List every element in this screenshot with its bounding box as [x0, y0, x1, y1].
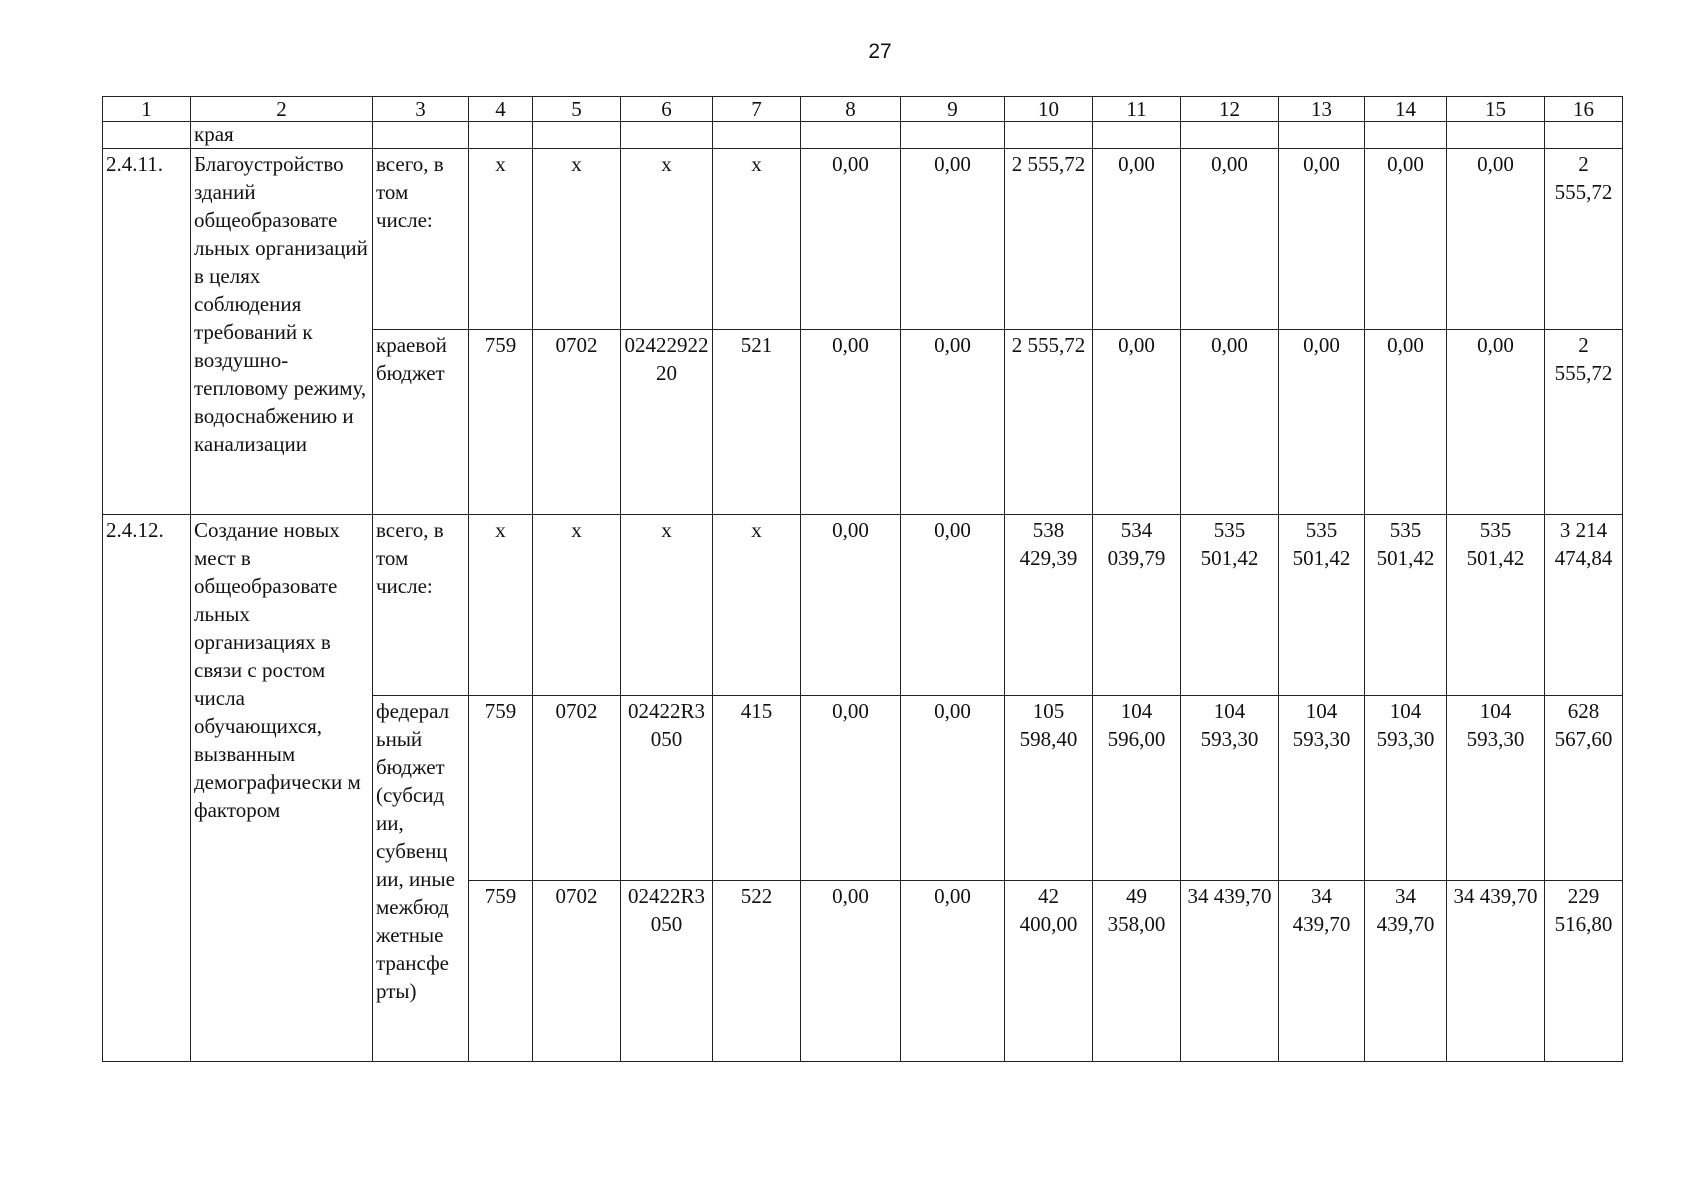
table-cell [1447, 122, 1545, 149]
column-number: 3 [373, 97, 469, 122]
column-number: 16 [1545, 97, 1623, 122]
cell-c6: 02422R3050 [621, 881, 713, 1062]
table-cell [373, 122, 469, 149]
item-name: Создание новых мест в общеобразовате льных организациях в связи с ростом числа обучающихся, вызванным демографически м фактором [191, 515, 373, 1062]
funding-source: всего, в том числе: [373, 149, 469, 330]
cell-c8: 0,00 [801, 149, 901, 330]
cell-c15: 0,00 [1447, 330, 1545, 515]
table-cell [1545, 122, 1623, 149]
cell-c7: х [713, 149, 801, 330]
table-cell [1279, 122, 1365, 149]
cell-c14: 535 501,42 [1365, 515, 1447, 696]
cell-c16: 628 567,60 [1545, 696, 1623, 881]
cell-c15: 0,00 [1447, 149, 1545, 330]
column-number: 5 [533, 97, 621, 122]
cell-c4: 759 [469, 330, 533, 515]
funding-source: всего, в том числе: [373, 515, 469, 696]
cell-c9: 0,00 [901, 330, 1005, 515]
column-number: 8 [801, 97, 901, 122]
cell-c12: 104 593,30 [1181, 696, 1279, 881]
table-cell [533, 122, 621, 149]
cell-c10: 105 598,40 [1005, 696, 1093, 881]
cell-c4: х [469, 515, 533, 696]
page-number: 27 [868, 40, 892, 63]
cell-c11: 0,00 [1093, 330, 1181, 515]
cell-c11: 534 039,79 [1093, 515, 1181, 696]
cell-c10: 42 400,00 [1005, 881, 1093, 1062]
budget-table [102, 96, 1623, 1062]
cell-c12: 0,00 [1181, 149, 1279, 330]
cell-c4: 759 [469, 881, 533, 1062]
continuation-text: края [191, 122, 373, 149]
cell-c10: 2 555,72 [1005, 330, 1093, 515]
table-cell [1365, 122, 1447, 149]
column-number: 11 [1093, 97, 1181, 122]
table-cell [901, 122, 1005, 149]
cell-c5: 0702 [533, 881, 621, 1062]
item-code: 2.4.12. [103, 515, 191, 1062]
cell-c6: 0242292220 [621, 330, 713, 515]
cell-c16: 229 516,80 [1545, 881, 1623, 1062]
cell-c12: 0,00 [1181, 330, 1279, 515]
column-number: 13 [1279, 97, 1365, 122]
cell-c7: 522 [713, 881, 801, 1062]
cell-c14: 0,00 [1365, 330, 1447, 515]
cell-c9: 0,00 [901, 696, 1005, 881]
cell-c13: 34 439,70 [1279, 881, 1365, 1062]
cell-c9: 0,00 [901, 515, 1005, 696]
table-cell [801, 122, 901, 149]
table-cell [1093, 122, 1181, 149]
continuation-row [103, 122, 1623, 149]
column-number: 14 [1365, 97, 1447, 122]
cell-c16: 3 214 474,84 [1545, 515, 1623, 696]
cell-c11: 104 596,00 [1093, 696, 1181, 881]
cell-c11: 0,00 [1093, 149, 1181, 330]
cell-c15: 535 501,42 [1447, 515, 1545, 696]
column-number: 2 [191, 97, 373, 122]
column-number: 15 [1447, 97, 1545, 122]
column-number-row [103, 97, 1623, 122]
column-number: 10 [1005, 97, 1093, 122]
cell-c13: 0,00 [1279, 330, 1365, 515]
cell-c7: х [713, 515, 801, 696]
cell-c16: 2 555,72 [1545, 149, 1623, 330]
cell-c8: 0,00 [801, 515, 901, 696]
item-name: Благоустройство зданий общеобразовате льных организаций в целях соблюдения требований к воздушно-тепловому режиму, водоснабжению и канализации [191, 149, 373, 515]
cell-c6: х [621, 515, 713, 696]
funding-source: краевой бюджет [373, 330, 469, 515]
cell-c11: 49 358,00 [1093, 881, 1181, 1062]
cell-c6: 02422R3050 [621, 696, 713, 881]
cell-c13: 535 501,42 [1279, 515, 1365, 696]
column-number: 7 [713, 97, 801, 122]
cell-c12: 535 501,42 [1181, 515, 1279, 696]
column-number: 12 [1181, 97, 1279, 122]
table-cell [621, 122, 713, 149]
cell-c8: 0,00 [801, 696, 901, 881]
item-code: 2.4.11. [103, 149, 191, 515]
table-row [103, 149, 1623, 330]
cell-c7: 521 [713, 330, 801, 515]
column-number: 4 [469, 97, 533, 122]
cell-c13: 0,00 [1279, 149, 1365, 330]
table-cell [103, 122, 191, 149]
funding-source: федерал ьный бюджет (субсид ии, субвенц ии, иные межбюд жетные трансфе рты) [373, 696, 469, 1062]
table-row [103, 515, 1623, 696]
cell-c14: 0,00 [1365, 149, 1447, 330]
cell-c10: 2 555,72 [1005, 149, 1093, 330]
cell-c8: 0,00 [801, 881, 901, 1062]
cell-c12: 34 439,70 [1181, 881, 1279, 1062]
cell-c5: 0702 [533, 330, 621, 515]
cell-c14: 104 593,30 [1365, 696, 1447, 881]
column-number: 6 [621, 97, 713, 122]
column-number: 1 [103, 97, 191, 122]
cell-c7: 415 [713, 696, 801, 881]
cell-c4: 759 [469, 696, 533, 881]
table-cell [1005, 122, 1093, 149]
table-cell [1181, 122, 1279, 149]
cell-c15: 104 593,30 [1447, 696, 1545, 881]
cell-c8: 0,00 [801, 330, 901, 515]
table-cell [469, 122, 533, 149]
column-number: 9 [901, 97, 1005, 122]
cell-c14: 34 439,70 [1365, 881, 1447, 1062]
cell-c9: 0,00 [901, 149, 1005, 330]
cell-c5: х [533, 515, 621, 696]
cell-c15: 34 439,70 [1447, 881, 1545, 1062]
cell-c16: 2 555,72 [1545, 330, 1623, 515]
cell-c13: 104 593,30 [1279, 696, 1365, 881]
cell-c10: 538 429,39 [1005, 515, 1093, 696]
cell-c5: х [533, 149, 621, 330]
cell-c9: 0,00 [901, 881, 1005, 1062]
cell-c4: х [469, 149, 533, 330]
table-cell [713, 122, 801, 149]
cell-c6: х [621, 149, 713, 330]
cell-c5: 0702 [533, 696, 621, 881]
